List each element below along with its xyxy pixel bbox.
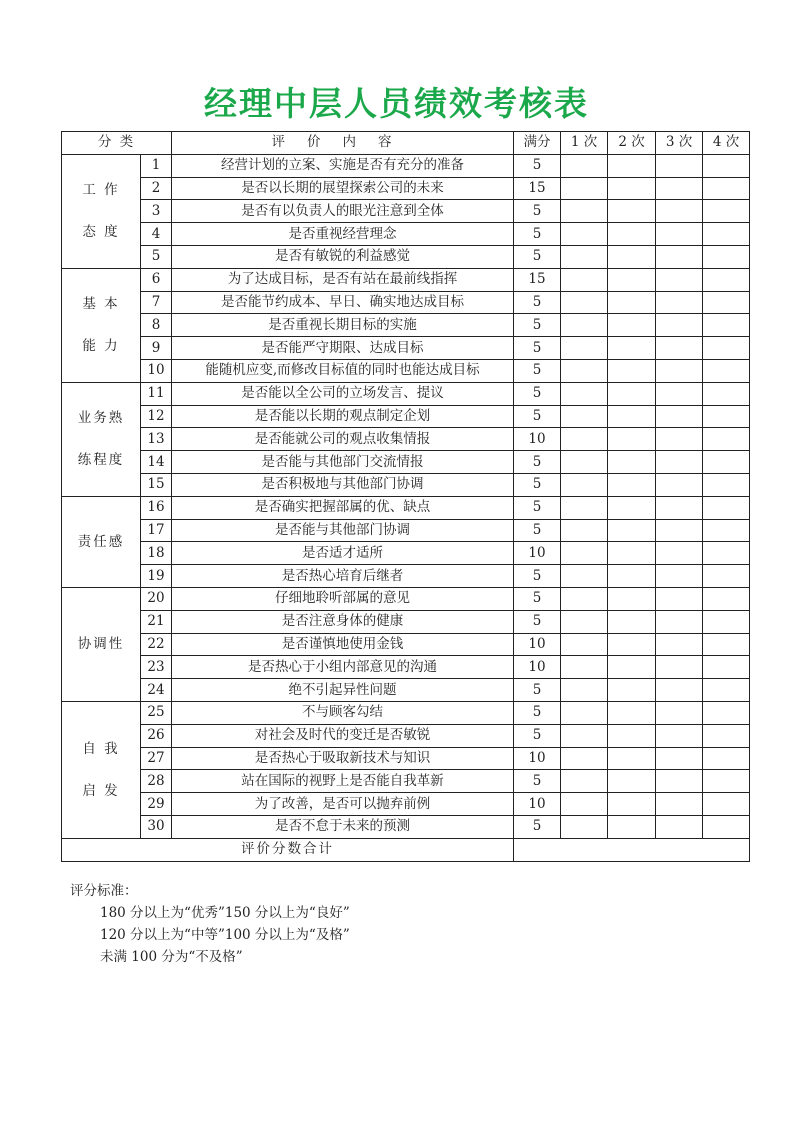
header-full-score: 满分	[514, 132, 561, 155]
category-cell	[62, 701, 141, 838]
item-full-score: 10	[514, 747, 561, 770]
table-row	[62, 451, 750, 474]
scoring-line: 180 分以上为“优秀”150 分以上为“良好”	[100, 905, 350, 921]
table-row	[62, 587, 750, 610]
table-row	[62, 245, 750, 268]
score-input-round-3[interactable]	[656, 610, 703, 633]
item-full-score: 10	[514, 793, 561, 816]
score-input-round-1[interactable]	[561, 428, 608, 451]
item-full-score: 10	[514, 656, 561, 679]
category-label: 工 作	[82, 182, 120, 199]
item-criterion: 是否热心于小组内部意见的沟通	[172, 656, 514, 679]
table-row	[62, 519, 750, 542]
score-input-round-1[interactable]	[561, 815, 608, 838]
item-criterion: 是否能以长期的观点制定企划	[172, 405, 514, 428]
score-input-round-1[interactable]	[561, 405, 608, 428]
item-criterion: 是否重视经营理念	[172, 223, 514, 246]
item-criterion: 能随机应变,而修改目标值的同时也能达成目标	[172, 359, 514, 382]
score-input-round-2[interactable]	[608, 451, 656, 474]
item-full-score: 5	[514, 610, 561, 633]
item-full-score: 5	[514, 314, 561, 337]
item-full-score: 5	[514, 701, 561, 724]
item-full-score: 15	[514, 177, 561, 200]
item-criterion: 仔细地聆听部属的意见	[172, 587, 514, 610]
score-input-round-3[interactable]	[656, 291, 703, 314]
score-input-round-4[interactable]	[703, 610, 750, 633]
table-row	[62, 747, 750, 770]
item-number: 11	[141, 382, 172, 405]
score-input-round-2[interactable]	[608, 200, 656, 223]
score-input-round-4[interactable]	[703, 245, 750, 268]
score-input-round-3[interactable]	[656, 519, 703, 542]
score-input-round-1[interactable]	[561, 542, 608, 565]
table-row	[62, 565, 750, 588]
score-input-round-4[interactable]	[703, 542, 750, 565]
item-full-score: 5	[514, 451, 561, 474]
header-category: 分 类	[62, 132, 172, 155]
table-row	[62, 724, 750, 747]
item-number: 28	[141, 770, 172, 793]
table-row	[62, 633, 750, 656]
category-label: 启 发	[82, 782, 120, 799]
page-title: 经理中层人员绩效考核表	[204, 84, 589, 123]
score-input-round-2[interactable]	[608, 359, 656, 382]
table-row	[62, 177, 750, 200]
item-number: 9	[141, 337, 172, 360]
score-input-round-3[interactable]	[656, 245, 703, 268]
table-row	[62, 314, 750, 337]
item-full-score: 5	[514, 496, 561, 519]
score-input-round-1[interactable]	[561, 314, 608, 337]
item-criterion: 是否有以负责人的眼光注意到全体	[172, 200, 514, 223]
header-round-4: 4 次	[703, 132, 750, 155]
score-input-round-2[interactable]	[608, 337, 656, 360]
score-input-round-1[interactable]	[561, 359, 608, 382]
item-number: 13	[141, 428, 172, 451]
item-criterion: 是否能与其他部门交流情报	[172, 451, 514, 474]
score-input-round-2[interactable]	[608, 519, 656, 542]
score-input-round-1[interactable]	[561, 451, 608, 474]
item-criterion: 是否能以全公司的立场发言、提议	[172, 382, 514, 405]
score-input-round-3[interactable]	[656, 154, 703, 177]
score-input-round-2[interactable]	[608, 177, 656, 200]
table-row	[62, 428, 750, 451]
score-input-round-4[interactable]	[703, 359, 750, 382]
item-full-score: 5	[514, 679, 561, 702]
item-number: 22	[141, 633, 172, 656]
item-criterion: 是否谨慎地使用金钱	[172, 633, 514, 656]
score-input-round-1[interactable]	[561, 200, 608, 223]
item-number: 8	[141, 314, 172, 337]
item-full-score: 15	[514, 268, 561, 291]
item-criterion: 站在国际的视野上是否能自我革新	[172, 770, 514, 793]
item-full-score: 5	[514, 405, 561, 428]
item-full-score: 5	[514, 724, 561, 747]
score-input-round-2[interactable]	[608, 496, 656, 519]
item-number: 16	[141, 496, 172, 519]
score-input-round-3[interactable]	[656, 724, 703, 747]
score-input-round-2[interactable]	[608, 314, 656, 337]
table-row	[62, 656, 750, 679]
score-input-round-3[interactable]	[656, 701, 703, 724]
table-row	[62, 496, 750, 519]
item-full-score: 10	[514, 633, 561, 656]
score-input-round-3[interactable]	[656, 428, 703, 451]
score-input-round-2[interactable]	[608, 154, 656, 177]
item-full-score: 5	[514, 223, 561, 246]
score-input-round-4[interactable]	[703, 587, 750, 610]
item-criterion: 是否适才适所	[172, 542, 514, 565]
score-input-round-1[interactable]	[561, 633, 608, 656]
table-row	[62, 382, 750, 405]
score-input-round-2[interactable]	[608, 587, 656, 610]
score-input-round-1[interactable]	[561, 679, 608, 702]
score-input-round-4[interactable]	[703, 428, 750, 451]
scoring-line: 120 分以上为“中等”100 分以上为“及格”	[100, 927, 350, 943]
item-number: 17	[141, 519, 172, 542]
score-input-round-4[interactable]	[703, 337, 750, 360]
score-input-round-3[interactable]	[656, 451, 703, 474]
item-number: 1	[141, 154, 172, 177]
score-input-round-3[interactable]	[656, 542, 703, 565]
score-input-round-3[interactable]	[656, 747, 703, 770]
table-row	[62, 154, 750, 177]
score-input-round-2[interactable]	[608, 428, 656, 451]
score-input-round-4[interactable]	[703, 747, 750, 770]
category-cell	[62, 268, 141, 382]
score-input-round-4[interactable]	[703, 200, 750, 223]
score-input-round-1[interactable]	[561, 268, 608, 291]
score-input-round-2[interactable]	[608, 724, 656, 747]
item-number: 29	[141, 793, 172, 816]
score-input-round-2[interactable]	[608, 268, 656, 291]
item-criterion: 是否热心于吸取新技术与知识	[172, 747, 514, 770]
score-input-round-3[interactable]	[656, 633, 703, 656]
item-criterion: 是否不怠于未来的预测	[172, 815, 514, 838]
score-input-round-4[interactable]	[703, 519, 750, 542]
score-input-round-2[interactable]	[608, 610, 656, 633]
score-input-round-1[interactable]	[561, 724, 608, 747]
score-input-round-4[interactable]	[703, 451, 750, 474]
table-row	[62, 770, 750, 793]
item-criterion: 为了改善，是否可以抛弃前例	[172, 793, 514, 816]
score-input-round-2[interactable]	[608, 793, 656, 816]
score-input-round-2[interactable]	[608, 405, 656, 428]
score-input-round-1[interactable]	[561, 587, 608, 610]
item-number: 5	[141, 245, 172, 268]
item-number: 3	[141, 200, 172, 223]
item-number: 27	[141, 747, 172, 770]
item-number: 7	[141, 291, 172, 314]
score-input-round-1[interactable]	[561, 337, 608, 360]
item-number: 10	[141, 359, 172, 382]
table-row	[62, 359, 750, 382]
item-number: 2	[141, 177, 172, 200]
score-input-round-3[interactable]	[656, 770, 703, 793]
item-number: 23	[141, 656, 172, 679]
score-input-round-1[interactable]	[561, 793, 608, 816]
score-input-round-4[interactable]	[703, 154, 750, 177]
table-row	[62, 405, 750, 428]
scoring-standard-heading: 评分标准：	[70, 883, 138, 899]
category-label: 协调性	[77, 636, 125, 653]
item-criterion: 对社会及时代的变迁是否敏锐	[172, 724, 514, 747]
score-input-round-3[interactable]	[656, 815, 703, 838]
score-input-round-3[interactable]	[656, 359, 703, 382]
score-input-round-2[interactable]	[608, 245, 656, 268]
item-criterion: 是否重视长期目标的实施	[172, 314, 514, 337]
score-input-round-3[interactable]	[656, 200, 703, 223]
score-input-round-4[interactable]	[703, 724, 750, 747]
item-full-score: 5	[514, 154, 561, 177]
score-input-round-4[interactable]	[703, 656, 750, 679]
score-input-round-1[interactable]	[561, 223, 608, 246]
item-criterion: 为了达成目标，是否有站在最前线指挥	[172, 268, 514, 291]
item-full-score: 5	[514, 565, 561, 588]
score-input-round-3[interactable]	[656, 337, 703, 360]
item-criterion: 经营计划的立案、实施是否有充分的准备	[172, 154, 514, 177]
item-full-score: 5	[514, 245, 561, 268]
score-input-round-3[interactable]	[656, 473, 703, 496]
item-number: 4	[141, 223, 172, 246]
category-label: 练程度	[77, 452, 125, 469]
item-number: 14	[141, 451, 172, 474]
table-row	[62, 793, 750, 816]
table-row	[62, 610, 750, 633]
score-input-round-2[interactable]	[608, 701, 656, 724]
score-input-round-1[interactable]	[561, 770, 608, 793]
score-input-round-1[interactable]	[561, 245, 608, 268]
score-input-round-2[interactable]	[608, 770, 656, 793]
table-row	[62, 268, 750, 291]
table-row	[62, 542, 750, 565]
score-input-round-1[interactable]	[561, 656, 608, 679]
category-cell	[62, 382, 141, 496]
score-input-round-2[interactable]	[608, 747, 656, 770]
item-number: 25	[141, 701, 172, 724]
item-criterion: 是否注意身体的健康	[172, 610, 514, 633]
table-row	[62, 701, 750, 724]
score-input-round-1[interactable]	[561, 496, 608, 519]
scoring-line: 未满 100 分为“不及格”	[100, 949, 243, 965]
item-number: 21	[141, 610, 172, 633]
score-input-round-4[interactable]	[703, 496, 750, 519]
score-input-round-2[interactable]	[608, 473, 656, 496]
score-input-round-2[interactable]	[608, 633, 656, 656]
item-number: 18	[141, 542, 172, 565]
item-full-score: 5	[514, 291, 561, 314]
item-full-score: 5	[514, 770, 561, 793]
item-full-score: 5	[514, 473, 561, 496]
item-criterion: 是否能节约成本、早日、确实地达成目标	[172, 291, 514, 314]
item-number: 26	[141, 724, 172, 747]
category-label: 业务熟	[77, 410, 125, 427]
score-input-round-1[interactable]	[561, 473, 608, 496]
score-input-round-4[interactable]	[703, 177, 750, 200]
score-input-round-3[interactable]	[656, 587, 703, 610]
item-full-score: 5	[514, 200, 561, 223]
scoring-standard	[70, 880, 350, 968]
evaluation-table	[61, 131, 750, 862]
header-round-2: 2 次	[608, 132, 656, 155]
score-input-round-1[interactable]	[561, 747, 608, 770]
item-number: 6	[141, 268, 172, 291]
item-number: 24	[141, 679, 172, 702]
item-number: 12	[141, 405, 172, 428]
score-input-round-1[interactable]	[561, 565, 608, 588]
table-row	[62, 200, 750, 223]
score-input-round-4[interactable]	[703, 679, 750, 702]
item-full-score: 5	[514, 359, 561, 382]
score-input-round-4[interactable]	[703, 633, 750, 656]
item-full-score: 5	[514, 337, 561, 360]
score-input-round-1[interactable]	[561, 519, 608, 542]
score-input-round-1[interactable]	[561, 382, 608, 405]
score-input-round-2[interactable]	[608, 542, 656, 565]
category-label: 态 度	[82, 224, 120, 241]
score-input-round-2[interactable]	[608, 382, 656, 405]
category-label: 责任感	[77, 533, 125, 550]
score-input-round-4[interactable]	[703, 268, 750, 291]
score-input-round-3[interactable]	[656, 405, 703, 428]
score-input-round-1[interactable]	[561, 154, 608, 177]
item-number: 20	[141, 587, 172, 610]
score-input-round-3[interactable]	[656, 314, 703, 337]
item-criterion: 是否能就公司的观点收集情报	[172, 428, 514, 451]
score-input-round-4[interactable]	[703, 793, 750, 816]
score-input-round-4[interactable]	[703, 701, 750, 724]
item-number: 19	[141, 565, 172, 588]
score-input-round-2[interactable]	[608, 679, 656, 702]
table-row	[62, 679, 750, 702]
item-criterion: 是否积极地与其他部门协调	[172, 473, 514, 496]
score-input-round-3[interactable]	[656, 793, 703, 816]
score-input-round-1[interactable]	[561, 177, 608, 200]
score-input-round-1[interactable]	[561, 291, 608, 314]
table-row	[62, 291, 750, 314]
total-score-input[interactable]	[514, 838, 750, 861]
score-input-round-3[interactable]	[656, 223, 703, 246]
score-input-round-4[interactable]	[703, 815, 750, 838]
table-row	[62, 223, 750, 246]
header-round-1: 1 次	[561, 132, 608, 155]
score-input-round-3[interactable]	[656, 496, 703, 519]
score-input-round-1[interactable]	[561, 701, 608, 724]
score-input-round-4[interactable]	[703, 291, 750, 314]
item-criterion: 是否有敏锐的利益感觉	[172, 245, 514, 268]
score-input-round-2[interactable]	[608, 291, 656, 314]
item-criterion: 不与顾客勾结	[172, 701, 514, 724]
category-cell	[62, 496, 141, 587]
table-row	[62, 337, 750, 360]
total-row	[62, 838, 750, 861]
header-row	[62, 132, 750, 155]
score-input-round-4[interactable]	[703, 473, 750, 496]
score-input-round-2[interactable]	[608, 223, 656, 246]
table-row	[62, 473, 750, 496]
score-input-round-2[interactable]	[608, 565, 656, 588]
item-criterion: 是否热心培育后继者	[172, 565, 514, 588]
score-input-round-4[interactable]	[703, 565, 750, 588]
total-label: 评价分数合计	[62, 838, 514, 861]
score-input-round-4[interactable]	[703, 314, 750, 337]
category-label: 自 我	[82, 740, 120, 757]
table-row	[62, 815, 750, 838]
item-criterion: 是否确实把握部属的优、缺点	[172, 496, 514, 519]
score-input-round-3[interactable]	[656, 565, 703, 588]
item-full-score: 10	[514, 428, 561, 451]
item-full-score: 5	[514, 519, 561, 542]
score-input-round-4[interactable]	[703, 382, 750, 405]
item-full-score: 10	[514, 542, 561, 565]
score-input-round-3[interactable]	[656, 656, 703, 679]
header-content: 评价内容	[172, 132, 514, 155]
item-criterion: 是否以长期的展望探索公司的未来	[172, 177, 514, 200]
score-input-round-3[interactable]	[656, 268, 703, 291]
score-input-round-4[interactable]	[703, 770, 750, 793]
score-input-round-4[interactable]	[703, 405, 750, 428]
item-full-score: 5	[514, 587, 561, 610]
item-criterion: 是否能严守期限、达成目标	[172, 337, 514, 360]
item-full-score: 5	[514, 382, 561, 405]
category-label: 基 本	[82, 296, 120, 313]
score-input-round-3[interactable]	[656, 177, 703, 200]
score-input-round-4[interactable]	[703, 223, 750, 246]
score-input-round-3[interactable]	[656, 382, 703, 405]
score-input-round-2[interactable]	[608, 656, 656, 679]
category-cell	[62, 154, 141, 268]
category-label: 能 力	[82, 338, 120, 355]
item-full-score: 5	[514, 815, 561, 838]
item-criterion: 是否能与其他部门协调	[172, 519, 514, 542]
score-input-round-2[interactable]	[608, 815, 656, 838]
header-round-3: 3 次	[656, 132, 703, 155]
score-input-round-1[interactable]	[561, 610, 608, 633]
category-cell	[62, 587, 141, 701]
item-criterion: 绝不引起异性问题	[172, 679, 514, 702]
item-number: 15	[141, 473, 172, 496]
score-input-round-3[interactable]	[656, 679, 703, 702]
item-number: 30	[141, 815, 172, 838]
